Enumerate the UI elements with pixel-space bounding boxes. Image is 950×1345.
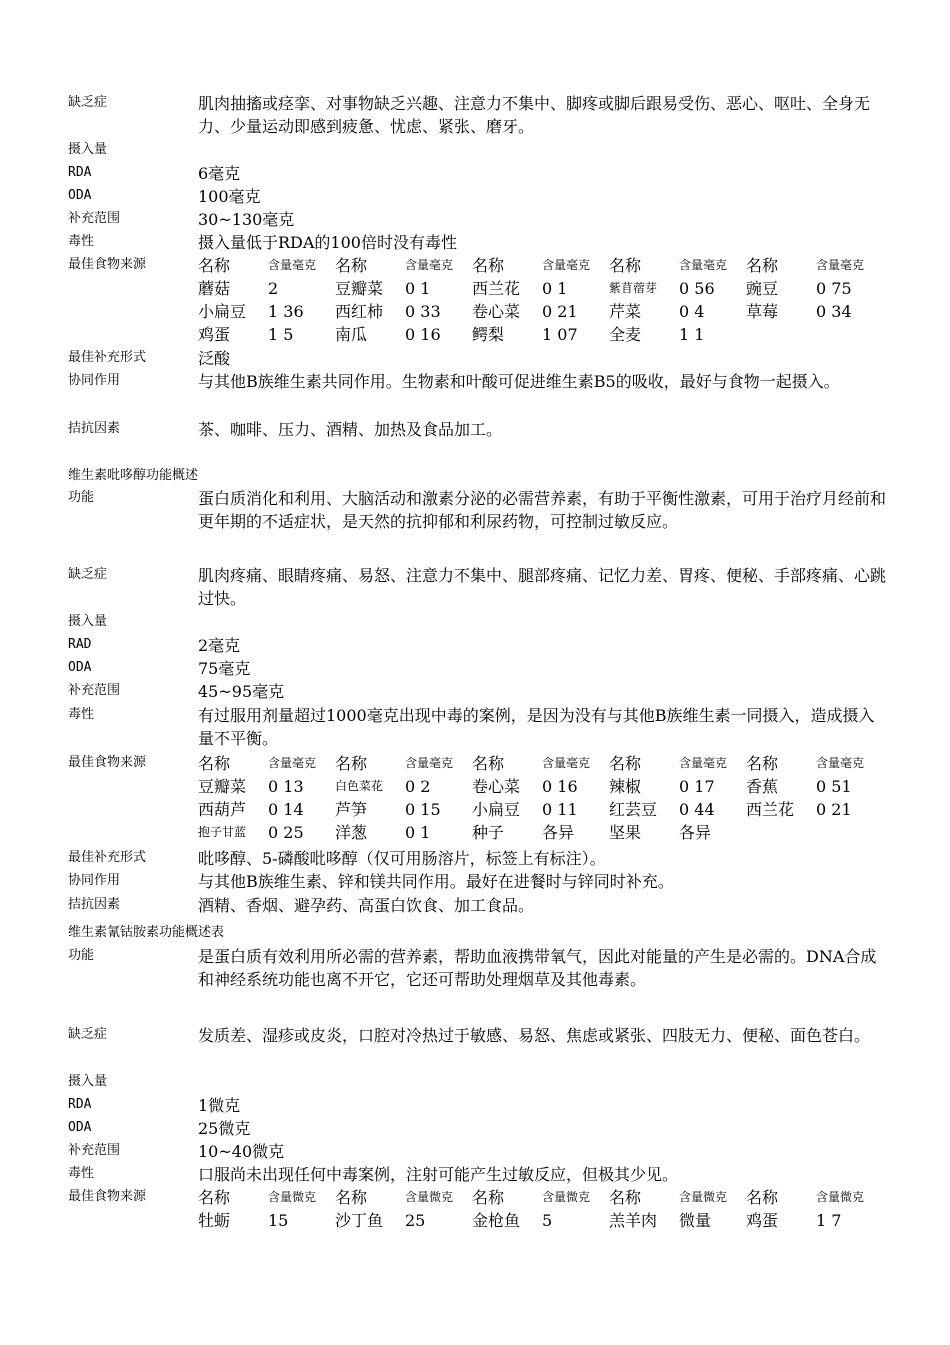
table-cell: 0 13 xyxy=(268,777,304,796)
table-row xyxy=(198,1209,888,1232)
row-food-sources xyxy=(68,752,898,844)
row-food-sources xyxy=(68,1186,898,1232)
table-row xyxy=(198,775,888,798)
value: 与其他B族维生素共同作用。生物素和叶酸可促进维生素B5的吸收，最好与食物一起摄入。 xyxy=(198,372,840,391)
table-cell: 0 33 xyxy=(405,302,441,321)
row-range xyxy=(68,1140,898,1162)
row-toxicity xyxy=(68,231,898,253)
table-cell: 南瓜 xyxy=(335,325,368,344)
table-cell: 牡蛎 xyxy=(198,1211,231,1230)
label: 摄入量 xyxy=(68,614,108,629)
table-cell: 名称 xyxy=(335,1188,368,1207)
table-cell: 坚果 xyxy=(609,823,642,842)
row-form xyxy=(68,847,898,869)
value: 2毫克 xyxy=(198,636,241,655)
table-cell: 0 1 xyxy=(405,279,431,298)
table-cell: 豆瓣菜 xyxy=(335,279,384,298)
table-cell: 名称 xyxy=(609,1188,642,1207)
table-cell: 卷心菜 xyxy=(472,302,521,321)
label: 协同作用 xyxy=(68,873,121,888)
label: 摄入量 xyxy=(68,1074,108,1089)
table-cell: 0 11 xyxy=(542,800,578,819)
row-function xyxy=(68,945,898,991)
table-cell: 紫苜蓿芽 xyxy=(609,281,658,295)
label: ODA xyxy=(68,1120,92,1135)
table-cell: 西葫芦 xyxy=(198,800,247,819)
table-cell: 0 15 xyxy=(405,800,441,819)
table-cell: 0 16 xyxy=(542,777,578,796)
label: 功能 xyxy=(68,490,95,505)
row-rda xyxy=(68,634,898,656)
label: 最佳食物来源 xyxy=(68,755,147,770)
row-synergy xyxy=(68,870,898,892)
value: 有过服用剂量超过1000毫克出现中毒的案例，是因为没有与其他B族维生素一同摄入，造成摄入量不平衡。 xyxy=(198,706,875,748)
table-cell: 含量毫克 xyxy=(405,258,454,272)
table-cell: 各异 xyxy=(679,823,712,842)
food-table xyxy=(198,254,888,346)
table-cell: 洋葱 xyxy=(335,823,368,842)
table-row xyxy=(198,277,888,300)
label: ODA xyxy=(68,188,92,203)
table-row xyxy=(198,323,888,346)
label: 补充范围 xyxy=(68,1143,121,1158)
row-dosage xyxy=(68,139,898,161)
value: 是蛋白质有效利用所必需的营养素，帮助血液携带氧气，因此对能量的产生是必需的。DNA合成和神经系统功能也离不开它，它还可帮助处理烟草及其他毒素。 xyxy=(198,947,877,989)
label: 协同作用 xyxy=(68,373,121,388)
value: 蛋白质消化和利用、大脑活动和激素分泌的必需营养素，有助于平衡性激素，可用于治疗月经前和更年期的不适症状，是天然的抗抑郁和利尿药物，可控制过敏反应。 xyxy=(198,489,887,531)
row-food-sources xyxy=(68,254,898,346)
value: 30~130毫克 xyxy=(198,210,295,229)
table-cell: 0 34 xyxy=(816,302,852,321)
row-symptom xyxy=(68,1024,898,1070)
table-cell: 1 07 xyxy=(542,325,578,344)
table-cell: 0 51 xyxy=(816,777,852,796)
row-dosage xyxy=(68,1071,898,1093)
table-cell: 西兰花 xyxy=(472,279,521,298)
table-header xyxy=(198,752,888,775)
table-cell: 鸡蛋 xyxy=(198,325,231,344)
table-cell: 含量毫克 xyxy=(679,756,728,770)
table-cell: 0 14 xyxy=(268,800,304,819)
table-cell: 辣椒 xyxy=(609,777,642,796)
table-cell: 小扁豆 xyxy=(198,302,247,321)
label: 最佳食物来源 xyxy=(68,257,147,272)
table-cell: 名称 xyxy=(746,1188,779,1207)
label: 缺乏症 xyxy=(68,95,108,110)
value: 泛酸 xyxy=(198,349,231,368)
label: 最佳补充形式 xyxy=(68,850,147,865)
row-symptom xyxy=(68,564,898,610)
row-range xyxy=(68,680,898,702)
table-cell: 名称 xyxy=(609,256,642,275)
row-antagonist xyxy=(68,894,898,916)
table-cell: 名称 xyxy=(609,754,642,773)
title: 维生素氰钴胺素功能概述表 xyxy=(68,925,225,940)
table-cell: 0 21 xyxy=(816,800,852,819)
table-cell: 名称 xyxy=(472,256,505,275)
row-synergy xyxy=(68,370,898,416)
table-cell: 名称 xyxy=(472,754,505,773)
value: 100毫克 xyxy=(198,187,261,206)
table-cell: 豌豆 xyxy=(746,279,779,298)
label: RDA xyxy=(68,165,92,180)
table-cell: 卷心菜 xyxy=(472,777,521,796)
value: 发质差、湿疹或皮炎，口腔对冷热过于敏感、易怒、焦虑或紧张、四肢无力、便秘、面色苍白。 xyxy=(198,1026,871,1045)
table-cell: 含量毫克 xyxy=(816,258,865,272)
label: 摄入量 xyxy=(68,142,108,157)
label: 拮抗因素 xyxy=(68,897,121,912)
table-cell: 含量毫克 xyxy=(816,756,865,770)
label: RDA xyxy=(68,1097,92,1112)
table-cell: 沙丁鱼 xyxy=(335,1211,384,1230)
table-cell: 0 44 xyxy=(679,800,715,819)
table-cell: 名称 xyxy=(198,1188,231,1207)
table-cell: 1 7 xyxy=(816,1211,842,1230)
table-cell: 5 xyxy=(542,1211,553,1230)
value: 45~95毫克 xyxy=(198,682,285,701)
table-cell: 名称 xyxy=(472,1188,505,1207)
table-header xyxy=(198,254,888,277)
table-cell: 含量微克 xyxy=(542,1190,591,1204)
table-cell: 0 56 xyxy=(679,279,715,298)
label: 毒性 xyxy=(68,1166,95,1181)
table-cell: 香蕉 xyxy=(746,777,779,796)
food-table xyxy=(198,752,888,844)
table-cell: 含量微克 xyxy=(268,1190,317,1204)
table-cell: 名称 xyxy=(335,754,368,773)
label: 缺乏症 xyxy=(68,567,108,582)
table-cell: 0 4 xyxy=(679,302,705,321)
table-cell: 0 17 xyxy=(679,777,715,796)
table-row xyxy=(198,798,888,821)
table-cell: 西兰花 xyxy=(746,800,795,819)
row-symptom xyxy=(68,92,898,138)
table-cell: 15 xyxy=(268,1211,289,1230)
label: 补充范围 xyxy=(68,211,121,226)
table-cell: 金枪鱼 xyxy=(472,1211,521,1230)
table-cell: 草莓 xyxy=(746,302,779,321)
value: 茶、咖啡、压力、酒精、加热及食品加工。 xyxy=(198,420,503,439)
table-row xyxy=(198,821,888,844)
row-toxicity xyxy=(68,1163,898,1185)
value: 摄入量低于RDA的100倍时没有毒性 xyxy=(198,233,457,252)
row-function xyxy=(68,487,898,557)
table-cell: 小扁豆 xyxy=(472,800,521,819)
label: 最佳食物来源 xyxy=(68,1189,147,1204)
value: 肌肉抽搐或痉挛、对事物缺乏兴趣、注意力不集中、脚疼或脚后跟易受伤、恶心、呕吐、全身无力、少量运动即感到疲惫、忧虑、紧张、磨牙。 xyxy=(198,94,871,136)
table-cell: 0 75 xyxy=(816,279,852,298)
section-title xyxy=(68,922,898,944)
table-cell: 含量毫克 xyxy=(405,756,454,770)
label: 补充范围 xyxy=(68,683,121,698)
label: ODA xyxy=(68,660,92,675)
label: RAD xyxy=(68,637,92,652)
food-table xyxy=(198,1186,888,1232)
table-cell: 羔羊肉 xyxy=(609,1211,658,1230)
table-cell: 含量毫克 xyxy=(542,756,591,770)
value: 10~40微克 xyxy=(198,1142,285,1161)
row-range xyxy=(68,208,898,230)
table-cell: 芦笋 xyxy=(335,800,368,819)
table-cell: 名称 xyxy=(335,256,368,275)
table-row xyxy=(198,300,888,323)
table-cell: 0 1 xyxy=(405,823,431,842)
table-cell: 1 5 xyxy=(268,325,294,344)
table-header xyxy=(198,1186,888,1209)
section-title xyxy=(68,465,898,487)
row-form xyxy=(68,347,898,369)
table-cell: 种子 xyxy=(472,823,505,842)
table-cell: 含量毫克 xyxy=(542,258,591,272)
row-rda xyxy=(68,1094,898,1116)
table-cell: 0 25 xyxy=(268,823,304,842)
table-cell: 名称 xyxy=(746,754,779,773)
value: 25微克 xyxy=(198,1119,251,1138)
row-rda xyxy=(68,162,898,184)
row-oda xyxy=(68,1117,898,1139)
value: 6毫克 xyxy=(198,164,241,183)
table-cell: 25 xyxy=(405,1211,426,1230)
table-cell: 鳄梨 xyxy=(472,325,505,344)
row-oda xyxy=(68,657,898,679)
table-cell: 含量毫克 xyxy=(268,756,317,770)
value: 吡哆醇、5-磷酸吡哆醇（仅可用肠溶片，标签上有标注）。 xyxy=(198,849,606,868)
table-cell: 各异 xyxy=(542,823,575,842)
value: 口服尚未出现任何中毒案例，注射可能产生过敏反应，但极其少见。 xyxy=(198,1165,679,1184)
table-cell: 含量毫克 xyxy=(268,258,317,272)
value: 75毫克 xyxy=(198,659,251,678)
table-cell: 名称 xyxy=(198,256,231,275)
table-cell: 2 xyxy=(268,279,279,298)
label: 最佳补充形式 xyxy=(68,350,147,365)
table-cell: 微量 xyxy=(679,1211,712,1230)
table-cell: 白色菜花 xyxy=(335,779,384,793)
table-cell: 含量毫克 xyxy=(679,258,728,272)
table-cell: 名称 xyxy=(198,754,231,773)
table-cell: 含量微克 xyxy=(405,1190,454,1204)
table-cell: 1 1 xyxy=(679,325,705,344)
row-toxicity xyxy=(68,704,898,750)
label: 毒性 xyxy=(68,707,95,722)
table-cell: 抱子甘蓝 xyxy=(198,825,247,839)
table-cell: 豆瓣菜 xyxy=(198,777,247,796)
label: 毒性 xyxy=(68,234,95,249)
label: 缺乏症 xyxy=(68,1027,108,1042)
table-cell: 全麦 xyxy=(609,325,642,344)
value: 1微克 xyxy=(198,1096,241,1115)
row-dosage xyxy=(68,611,898,633)
label: 拮抗因素 xyxy=(68,421,121,436)
table-cell: 1 36 xyxy=(268,302,304,321)
row-oda xyxy=(68,185,898,207)
table-cell: 含量微克 xyxy=(679,1190,728,1204)
table-cell: 0 2 xyxy=(405,777,431,796)
table-cell: 0 21 xyxy=(542,302,578,321)
table-cell: 芹菜 xyxy=(609,302,642,321)
table-cell: 0 1 xyxy=(542,279,568,298)
label: 功能 xyxy=(68,948,95,963)
table-cell: 蘑菇 xyxy=(198,279,231,298)
table-cell: 西红柿 xyxy=(335,302,384,321)
title: 维生素吡哆醇功能概述 xyxy=(68,468,199,483)
table-cell: 名称 xyxy=(746,256,779,275)
value: 酒精、香烟、避孕药、高蛋白饮食、加工食品。 xyxy=(198,896,535,915)
table-cell: 0 16 xyxy=(405,325,441,344)
value: 肌肉疼痛、眼睛疼痛、易怒、注意力不集中、腿部疼痛、记忆力差、胃疼、便秘、手部疼痛、心跳过快。 xyxy=(198,566,887,608)
row-antagonist xyxy=(68,418,898,440)
table-cell: 红芸豆 xyxy=(609,800,658,819)
value: 与其他B族维生素、锌和镁共同作用。最好在进餐时与锌同时补充。 xyxy=(198,872,674,891)
table-cell: 鸡蛋 xyxy=(746,1211,779,1230)
table-cell: 含量微克 xyxy=(816,1190,865,1204)
